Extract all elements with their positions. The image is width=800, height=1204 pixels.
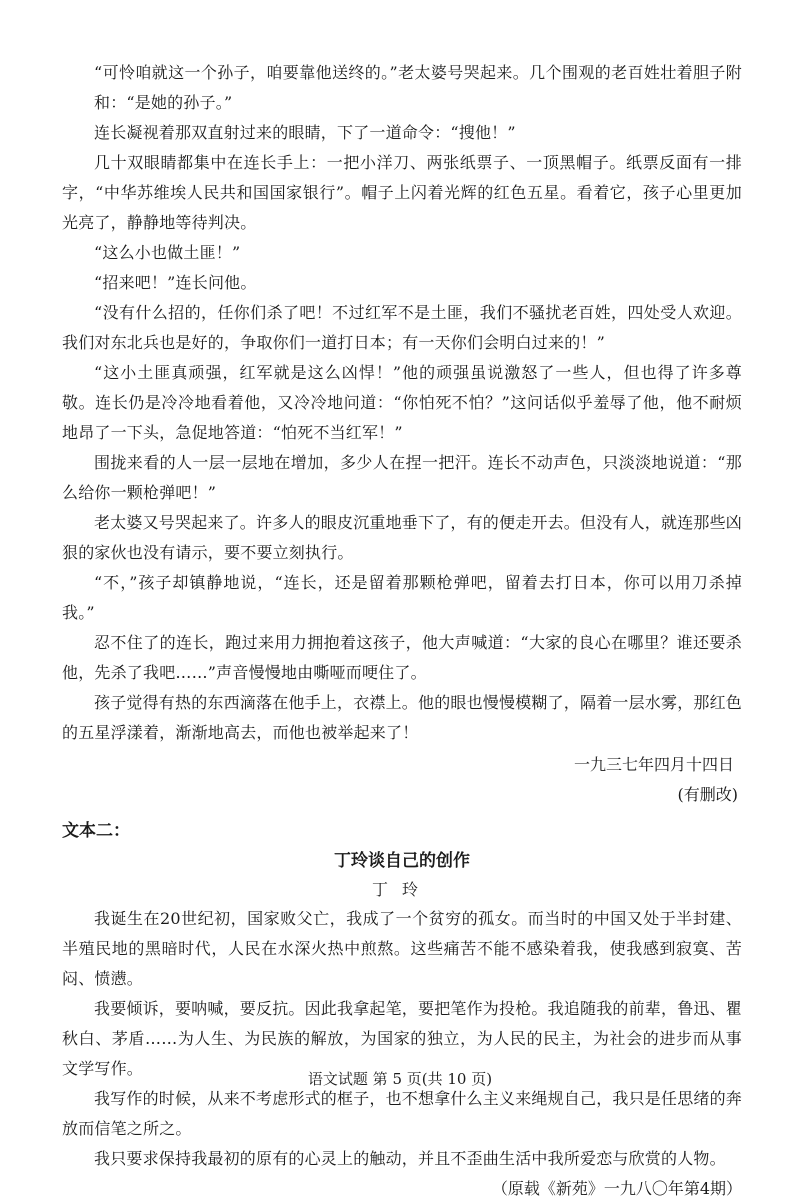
- story-date: 一九三七年四月十四日: [573, 755, 734, 774]
- article-title: 丁玲谈自己的创作: [334, 851, 470, 871]
- page-footer: 语文试题 第 5 页(共 10 页): [307, 1070, 493, 1088]
- exam-page: [62, 58, 742, 1204]
- paragraph: 老太婆又号哭起来了。许多人的眼皮沉重地垂下了，有的便走开去。但没有人，就连那些凶狠的家伙也没有请示，要不要立刻执行。: [62, 513, 743, 562]
- paragraph: “这么小也做土匪！”: [94, 243, 241, 262]
- abridged-note: (有删改): [677, 785, 738, 804]
- paragraph: 孩子觉得有热的东西滴落在他手上，衣襟上。他的眼也慢慢模糊了，隔着一层水雾，那红色的五星浮漾着，渐渐地高去，而他也被举起来了！: [62, 693, 743, 742]
- paragraph: 我写作的时候，从来不考虑形式的框子，也不想拿什么主义来绳规自己，我只是任思绪的奔放而信笔之所之。: [62, 1089, 743, 1138]
- paragraph: 我要倾诉，要呐喊，要反抗。因此我拿起笔，要把笔作为投枪。我追随我的前辈，鲁迅、瞿秋白、茅盾……为人生、为民族的解放，为国家的独立，为人民的民主，为社会的进步而从事文学写作。: [62, 999, 743, 1078]
- paragraph: “这小土匪真顽强，红军就是这么凶悍！”他的顽强虽说激怒了一些人，但也得了许多尊敬。连长仍是冷冷地看着他，又冷冷地问道：“你怕死不怕？”这问话似乎羞辱了他，他不耐烦地昂了一下头，急促地答道：“怕死不当红军！”: [62, 363, 742, 442]
- section-label: 文本二：: [62, 821, 130, 841]
- text-two-section: [62, 816, 742, 1204]
- paragraph: “没有什么招的，任你们杀了吧！不过红军不是土匪，我们不骚扰老百姓，四处受人欢迎。我们对东北兵也是好的，争取你们一道打日本；有一天你们会明白过来的！”: [62, 303, 742, 352]
- paragraph: 围拢来看的人一层一层地在增加，多少人在捏一把汗。连长不动声色，只淡淡地说道：“那么给你一颗枪弹吧！”: [62, 453, 742, 502]
- text-one-excerpt: [62, 58, 742, 810]
- paragraph: “可怜咱就这一个孙子，咱要靠他送终的。”老太婆号哭起来。几个围观的老百姓壮着胆子附和：“是她的孙子。”: [94, 63, 742, 112]
- article-author: 丁玲: [371, 880, 432, 899]
- paragraph: 几十双眼睛都集中在连长手上：一把小洋刀、两张纸票子、一顶黑帽子。纸票反面有一排字，“中华苏维埃人民共和国国家银行”。帽子上闪着光辉的红色五星。看着它，孩子心里更加光亮了，静静地等待判决。: [62, 153, 742, 232]
- paragraph: “招来吧！”连长问他。: [94, 273, 257, 292]
- paragraph: 我诞生在20世纪初，国家败父亡，我成了一个贫穷的孤女。而当时的中国又处于半封建、半殖民地的黑暗时代，人民在水深火热中煎熬。这些痛苦不能不感染着我，使我感到寂寞、苦闷、愤懑。: [62, 909, 742, 988]
- paragraph: “不，”孩子却镇静地说，“连长，还是留着那颗枪弹吧，留着去打日本，你可以用刀杀掉我。”: [62, 573, 742, 622]
- paragraph: 连长凝视着那双直射过来的眼睛，下了一道命令：“搜他！”: [94, 123, 516, 142]
- paragraph: 我只要求保持我最初的原有的心灵上的触动，并且不歪曲生活中我所爱恋与欣赏的人物。: [94, 1149, 726, 1168]
- source-citation: （原载《新苑》一九八〇年第4期）: [491, 1179, 742, 1198]
- paragraph: 忍不住了的连长，跑过来用力拥抱着这孩子，他大声喊道：“大家的良心在哪里？谁还要杀他，先杀了我吧……”声音慢慢地由嘶哑而哽住了。: [62, 633, 742, 682]
